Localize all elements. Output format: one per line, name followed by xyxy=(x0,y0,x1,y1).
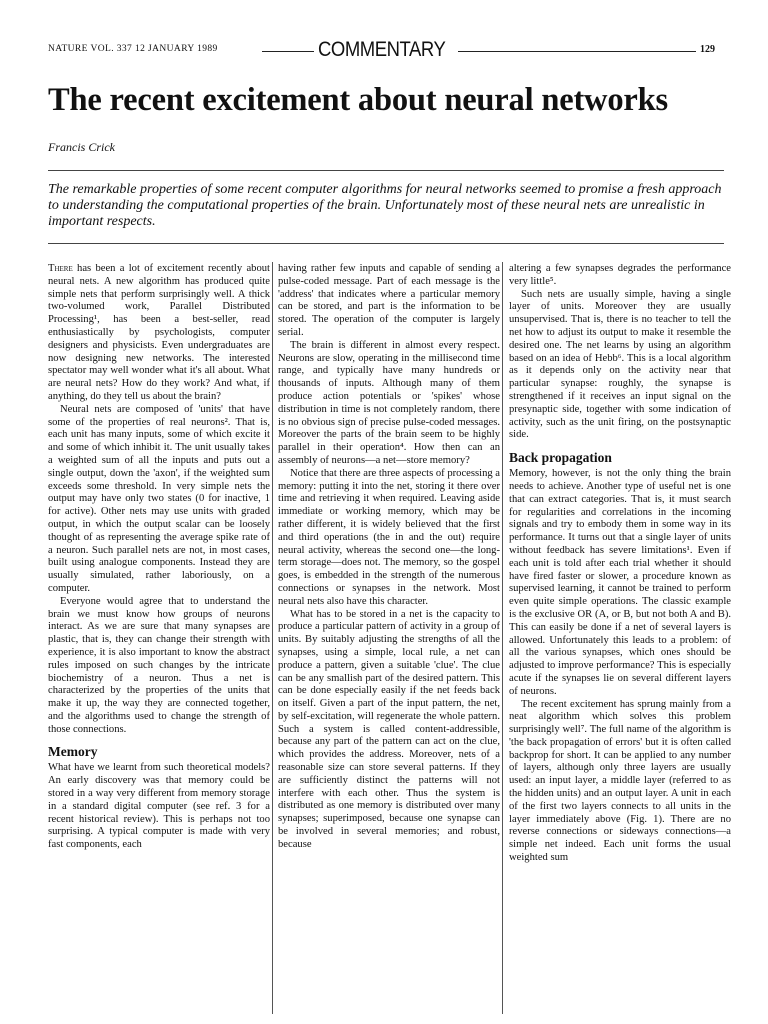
section-heading-memory: Memory xyxy=(48,744,98,760)
abstract-top-rule xyxy=(48,170,724,171)
paragraph: The recent excitement has sprung mainly from a neat algorithm which solves this problem surprisingly well⁷. The full name of the algorithm is 'the back propagation of errors' but it is often called backprop for short. It can be applied to any number of layers, although only three layers are usually used: an input layer, a middle layer (referred to as the hidden units) and an output layer. A unit in each of the first two layers connects to all units in the layer immediately above (Fig. 1). There are no reverse connections or sideways connections—a simple net indeed. Each unit forms the usual weighted sum xyxy=(509,698,731,864)
paragraph: Neural nets are composed of 'units' that have some of the properties of real neurons². That is, each unit has many inputs, some of which excite it and some of which inhibit it. The unit usually takes a weighted sum of all the inputs and puts out a single output, down the 'axon', if the weighted sum exceeds some threshold. In very simple nets the output may have only two states (0 for inactive, 1 for active). Other nets may use units with graded output, in which the output scalar can be loosely thought of as representing the average spike rate of a neuron. Such parallel nets are not, in most cases, built using analogue components. Instead they are usually simulated, rather laboriously, on a computer. xyxy=(48,403,270,594)
paragraph: The brain is different in almost every respect. Neurons are slow, operating in the millisecond time range, and typically have many hundreds or thousands of inputs. Although many of them produce action potentials or 'spikes' whose distribution in time is not completely random, there is no obvious sign of precise pulse-coded messages. Moreover the parts of the brain seem to be highly parallel in their operation⁴. How then can an assembly of neurons—a net—store memory? xyxy=(278,339,500,466)
paragraph: Such nets are usually simple, having a single layer of units. Moreover they are usually unsupervised. That is, there is no teacher to tell the net how to adjust its output to make it resemble the desired one. The net learns by using an algorithm based on an idea of Hebb⁶. This is a local algorithm as it depends only on the activity near that particular synapse: roughly, the synapse is strengthened if it receives an input signal on the presynaptic side, together with some indication of activity, such as the unit firing, on the postsynaptic side. xyxy=(509,288,731,441)
header-rule-left xyxy=(262,51,314,52)
journal-issue: NATURE VOL. 337 12 JANUARY 1989 xyxy=(48,44,218,54)
paragraph: Memory, however, is not the only thing the brain needs to achieve. Another type of useful net is one that can extract categories. That is, it must search for regularities and correlations in the incoming signals and try to embody them in some way in its performance. It turns out that a single layer of units without feedback has severe limitations¹. Even if each unit is told after each trial whether it should have fired faster or slower, a procedure known as supervised learning, it cannot be trained to perform even quite simple operations. The classic example is the exclusive OR (A, or B, but not both A and B). This can easily be done if a net of several layers is allowed. Unfortunately this leads to a problem: of all the various synapses, which ones should be adjusted to improve performance? This is especially acute if the synapses lie on several different layers of neurons. xyxy=(509,468,731,697)
column-divider-2 xyxy=(502,262,503,1014)
paragraph: Notice that there are three aspects of processing a memory: putting it into the net, storing it there over time and retrieving it when required. Leaving aside immediate or working memory, which may be rather different, it is widely believed that the first and third operations (the in and the out) require neural activity, whereas the second one—the long-term storage—does not. The memory, so the gospel goes, is embedded in the strength of the numerous connections or synapses in the network. Most neural nets also have this character. xyxy=(278,467,500,607)
column-1 xyxy=(48,263,270,1013)
paragraph: What have we learnt from such theoretical models? An early discovery was that memory could be stored in a way very different from memory storage in a standard digital computer (see ref. 3 for a recent historical review). This is perhaps not too surprising. A typical computer is made with very fast components, each xyxy=(48,762,270,851)
section-label: COMMENTARY xyxy=(318,38,446,61)
drop-lead: There xyxy=(48,263,73,274)
column-divider-1 xyxy=(272,262,273,1014)
paragraph: There has been a lot of excitement recently about neural nets. A new algorithm has produced quite simple nets that perform surprisingly well. A thick two-volumed work, Parallel Distributed Processing¹, has been a best-seller, read enthusiastically by psychologists, computer designers and physicists. Even undergraduates are now designing new networks. The interested spectator may well wonder what it's all about. What are neural nets? How do they work? And what, if anything, do they tell us about the brain? xyxy=(48,263,270,402)
article-title: The recent excitement about neural networks xyxy=(48,82,668,118)
column-2 xyxy=(278,263,500,1013)
article-abstract: The remarkable properties of some recent computer algorithms for neural networks seemed to promise a fresh approach to understanding the computational properties of the brain. Unfortunately most of these neural nets are unrealistic in important respects. xyxy=(48,182,722,229)
header-rule-right xyxy=(458,51,696,52)
paragraph: having rather few inputs and capable of sending a pulse-coded message. Part of each message is the 'address' that indicates where a particular memory can be stored, and part is the information to be stored. The operation of the computer is largely serial. xyxy=(278,263,500,338)
paragraph: altering a few synapses degrades the performance very little⁵. xyxy=(509,263,731,287)
abstract-bottom-rule xyxy=(48,243,724,244)
section-heading-back-propagation: Back propagation xyxy=(509,450,612,466)
paragraph: Everyone would agree that to understand the brain we must know how groups of neurons interact. As we are sure that many synapses are plastic, that is, they can change their strength with experience, it is also important to know the abstract rules imposed on such changes by the intricate biochemistry of a neuron. Thus a net is characterized by the properties of the units that make it up, the way they are connected together, and the algorithms used to change the strength of those connections. xyxy=(48,595,270,735)
column-3 xyxy=(509,263,731,1013)
author-name: Francis Crick xyxy=(48,140,115,154)
paragraph: What has to be stored in a net is the capacity to produce a particular pattern of activity in a group of units. By suitably adjusting the strengths of all the synapses, using a simple, local rule, a net can produce a pattern, given a suitable 'clue'. The clue can be any smallish part of the desired pattern. This can be done especially easily if the net feeds back on itself. Given a part of the input pattern, the net, by self-excitation, will regenerate the whole pattern. Such a system is called content-addressible, because any part of the pattern can act on the clue, which provides the address. Moreover, nets of a reasonable size can store several patterns. If they are sufficiently distinct the patterns will not interfere with each other. Thus the system is distributed as one memory is distributed over many synapses; superimposed, because one synapse can be involved in several memories; and robust, because xyxy=(278,608,500,850)
page-number: 129 xyxy=(700,44,715,55)
